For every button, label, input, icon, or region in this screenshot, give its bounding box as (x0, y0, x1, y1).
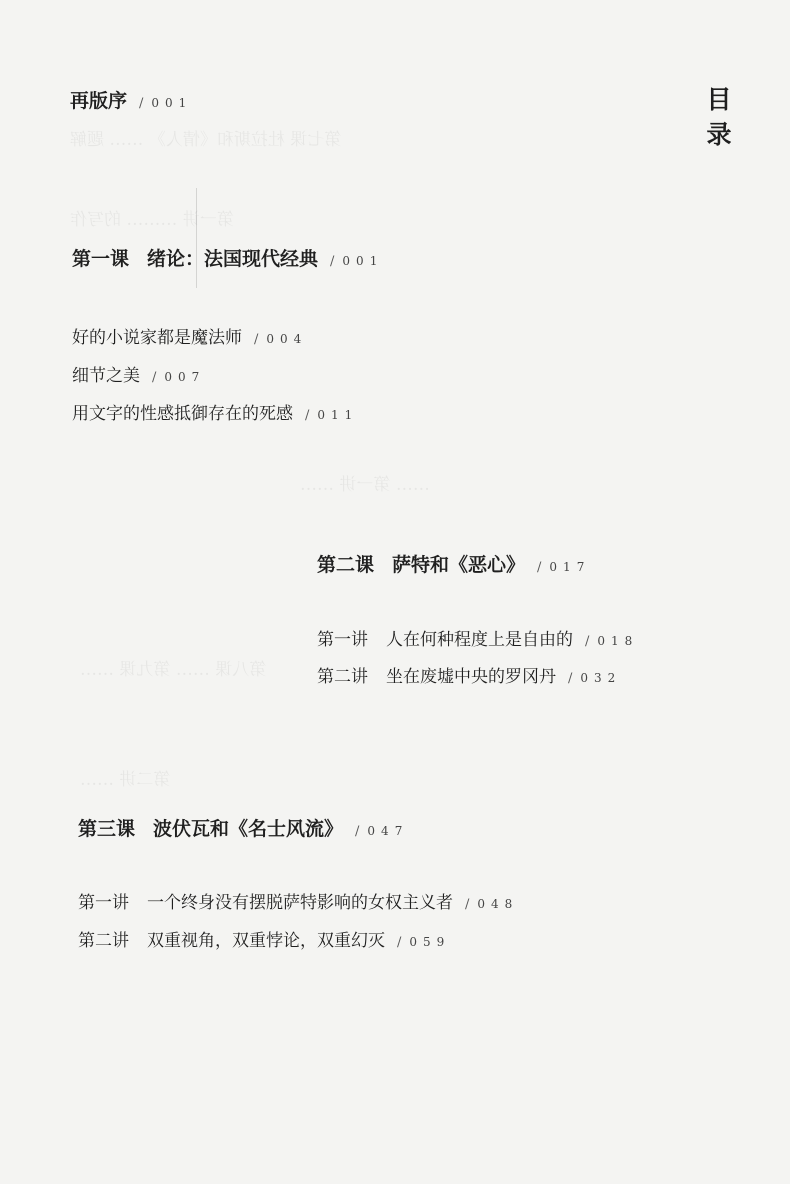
toc-entry-3-2[interactable] (78, 926, 450, 951)
page-number: 004 (266, 332, 308, 346)
toc-title-text: 目录 (706, 85, 732, 149)
separator: / (152, 370, 157, 385)
page-number: 007 (164, 370, 206, 384)
separator: / (397, 935, 402, 950)
page-number: 047 (367, 824, 409, 838)
lesson-title: 萨特和《恶心》 (392, 554, 526, 576)
bleed-through: 第八课 …… 第九课 …… (80, 660, 267, 680)
toc-entry-3-1[interactable] (78, 888, 518, 913)
entry-title: 用文字的性感抵御存在的死感 (72, 404, 293, 424)
toc-entry-1-2[interactable] (72, 361, 205, 386)
entry-title: 好的小说家都是魔法师 (72, 328, 242, 348)
entry-title: 坐在废墟中央的罗冈丹 (386, 667, 556, 687)
page-number: 001 (342, 254, 384, 268)
page-number: 018 (597, 634, 639, 648)
toc-entry-lesson-3[interactable] (78, 814, 408, 841)
separator: / (355, 824, 360, 839)
page-number: 017 (549, 560, 591, 574)
toc-entry-1-3[interactable] (72, 399, 358, 424)
page-number: 059 (409, 935, 451, 949)
separator: / (568, 671, 573, 686)
toc-entry-1-1[interactable] (72, 323, 307, 348)
separator: / (537, 560, 542, 575)
separator: / (139, 96, 144, 111)
lesson-title: 绪论：法国现代经典 (147, 248, 319, 270)
toc-entry-lesson-1[interactable] (72, 244, 383, 271)
lesson-number: 第二课 (317, 554, 375, 576)
separator: / (465, 897, 470, 912)
lecture-number: 第一讲 (317, 630, 368, 650)
bleed-through: …… 第一讲 …… (300, 475, 430, 495)
lecture-number: 第二讲 (78, 931, 129, 951)
entry-title: 双重视角，双重悖论，双重幻灭 (147, 931, 385, 951)
page-number: 001 (151, 96, 193, 110)
lesson-title: 波伏瓦和《名士风流》 (153, 818, 344, 840)
toc-title (705, 82, 735, 152)
lecture-number: 第二讲 (317, 667, 368, 687)
page-number: 048 (477, 897, 519, 911)
page-number: 032 (580, 671, 622, 685)
separator: / (305, 408, 310, 423)
entry-title: 细节之美 (72, 366, 140, 386)
entry-title: 人在何种程度上是自由的 (386, 630, 573, 650)
lecture-number: 第一讲 (78, 893, 129, 913)
entry-title: 再版序 (70, 90, 128, 112)
toc-entry-2-1[interactable] (317, 625, 638, 650)
page-number: 011 (317, 408, 359, 422)
separator: / (254, 332, 259, 347)
separator: / (330, 254, 335, 269)
toc-entry-lesson-2[interactable] (317, 550, 590, 577)
bleed-through: 第一讲 ……… 的写作 (70, 210, 234, 230)
bleed-through: 第七课 杜拉斯和《情人》 …… 题解 (70, 130, 342, 150)
separator: / (585, 634, 590, 649)
toc-entry-preface[interactable] (70, 86, 192, 113)
entry-title: 一个终身没有摆脱萨特影响的女权主义者 (147, 893, 453, 913)
lesson-number: 第一课 (72, 248, 130, 270)
lesson-number: 第三课 (78, 818, 136, 840)
page-crease (196, 188, 197, 288)
toc-entry-2-2[interactable] (317, 662, 621, 687)
bleed-through: 第二讲 …… (80, 770, 171, 790)
